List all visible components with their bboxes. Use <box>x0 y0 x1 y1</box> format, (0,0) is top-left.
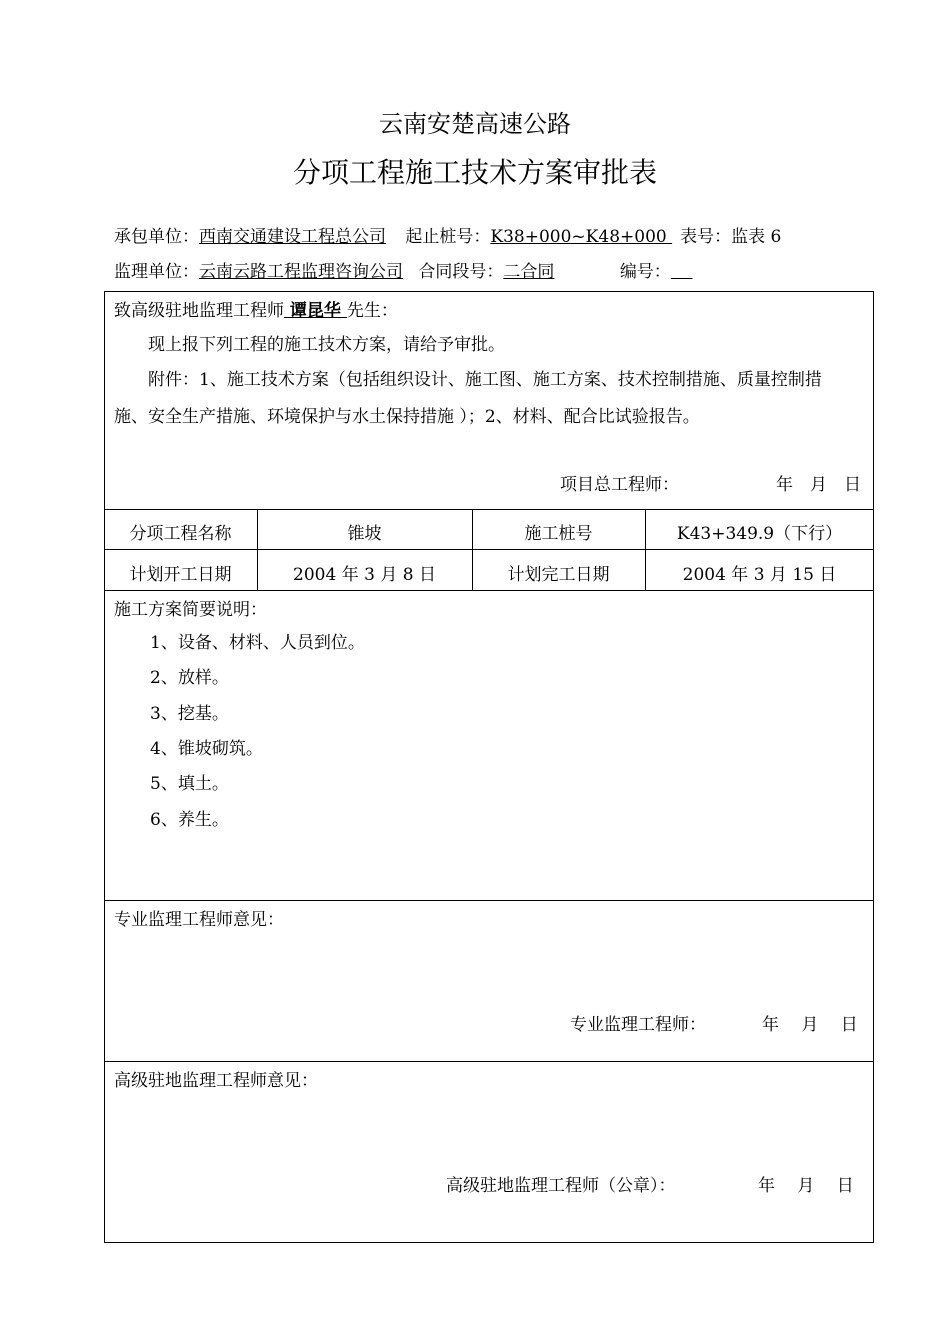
stake-label: 起止桩号： <box>405 227 491 247</box>
senior-date: 年 月 日 <box>758 1176 854 1196</box>
chief-engineer-signer: 项目总工程师： <box>560 475 679 495</box>
divider <box>104 549 874 550</box>
plan-step: 1、设备、材料、人员到位。 <box>150 633 365 653</box>
plan-heading: 施工方案简要说明： <box>114 600 267 620</box>
stake-value: K38+000~K48+000 <box>490 227 673 247</box>
divider <box>104 1061 874 1062</box>
chief-engineer-date: 年 月 日 <box>776 475 861 495</box>
project-title: 云南安楚高速公路 <box>379 110 571 138</box>
plan-step: 6、养生。 <box>150 810 229 830</box>
planned-start-value: 2004 年 3 月 8 日 <box>293 565 436 585</box>
plan-step: 4、锥坡砌筑。 <box>150 739 263 759</box>
serial-label: 编号： <box>619 262 671 282</box>
form-number: 表号：监表 6 <box>680 227 782 247</box>
senior-heading: 高级驻地监理工程师意见： <box>114 1071 318 1091</box>
specialist-heading: 专业监理工程师意见： <box>114 910 284 930</box>
addressee-prefix: 致高级驻地监理工程师 <box>114 301 284 321</box>
divider <box>104 900 874 901</box>
plan-step: 3、挖基。 <box>150 704 229 724</box>
planned-end-value: 2004 年 3 月 15 日 <box>682 565 837 585</box>
supervisor-label: 监理单位： <box>114 262 199 282</box>
plan-step: 5、填土。 <box>150 774 229 794</box>
specialist-date: 年 月 日 <box>762 1015 858 1035</box>
stake-no-value: K43+349.9（下行） <box>676 524 843 544</box>
planned-end-label: 计划完工日期 <box>507 565 610 585</box>
stake-no-label: 施工桩号 <box>524 524 593 544</box>
contractor-value: 西南交通建设工程总公司 <box>199 227 386 247</box>
contract-label: 合同段号： <box>418 262 504 282</box>
senior-signer: 高级驻地监理工程师（公章）： <box>446 1176 676 1196</box>
supervisor-value: 云南云路工程监理咨询公司 <box>199 262 403 282</box>
addressee-line <box>114 296 398 321</box>
contractor-row <box>114 222 781 247</box>
divider <box>104 509 874 510</box>
attachment-line-2: 施、安全生产措施、环境保护与水土保持措施 ）；2、材料、配合比试验报告。 <box>114 407 700 427</box>
engineer-name: 谭昆华 <box>284 301 347 321</box>
supervisor-row <box>114 257 692 282</box>
divider <box>104 590 874 591</box>
form-box <box>104 291 874 1243</box>
item-name-label: 分项工程名称 <box>129 524 232 544</box>
item-name-value: 锥坡 <box>347 524 382 544</box>
contract-value: 二合同 <box>503 262 555 282</box>
planned-start-label: 计划开工日期 <box>129 565 232 585</box>
attachment-line-1: 附件：1、施工技术方案（包括组织设计、施工图、施工方案、技术控制措施、质量控制措 <box>148 370 822 390</box>
plan-step: 2、放样。 <box>150 668 229 688</box>
form-title: 分项工程施工技术方案审批表 <box>292 156 657 189</box>
submission-body: 现上报下列工程的施工技术方案，请给予审批。 <box>148 335 505 355</box>
addressee-suffix: 先生： <box>346 301 398 321</box>
serial-value <box>671 262 693 282</box>
specialist-signer: 专业监理工程师： <box>570 1015 706 1035</box>
contractor-label: 承包单位： <box>114 227 199 247</box>
